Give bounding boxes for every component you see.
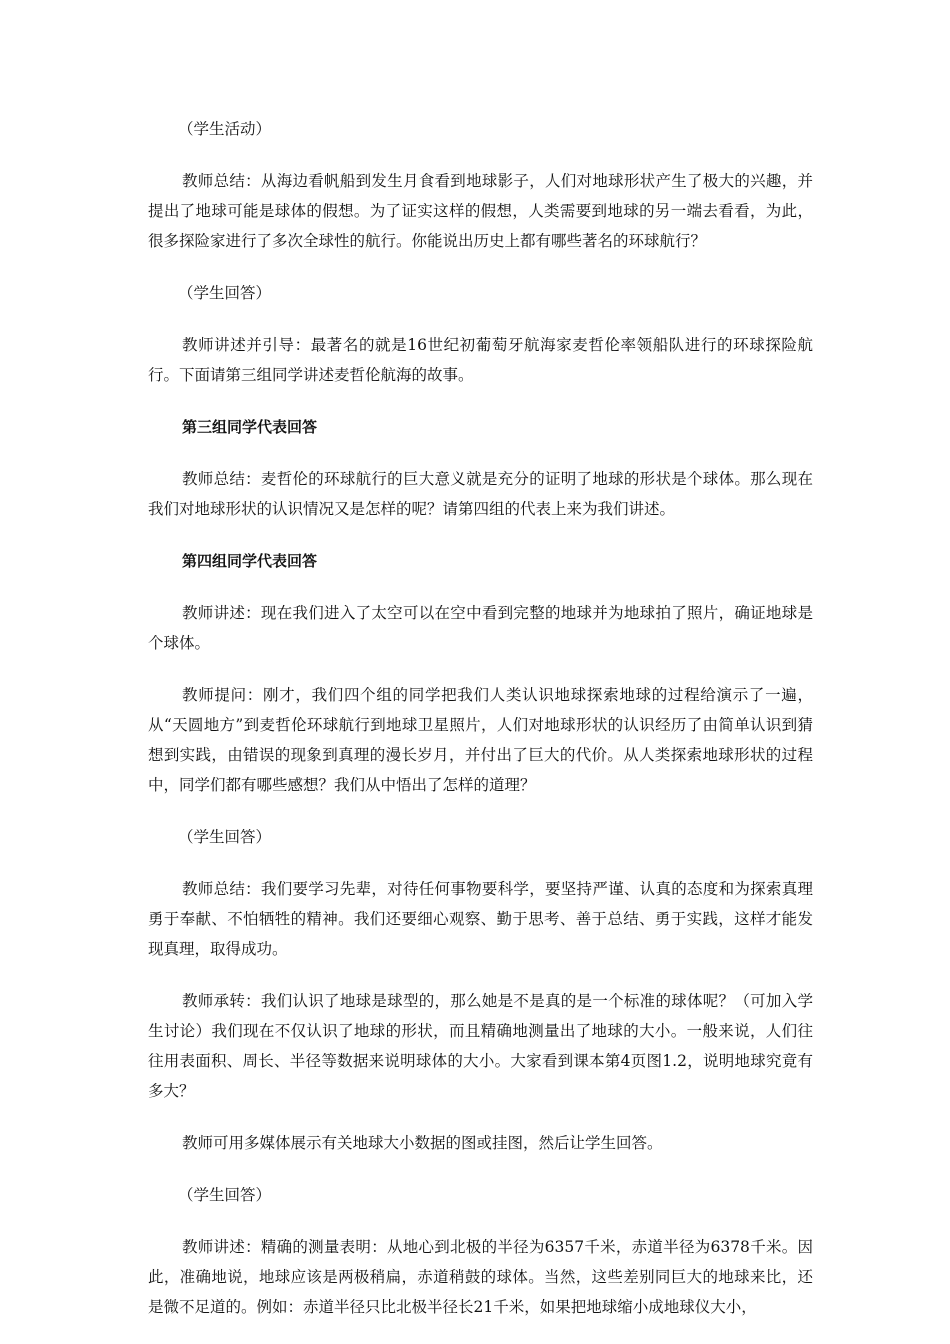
- paragraph: （学生回答）: [178, 828, 272, 846]
- paragraph: 教师讲述并引导：最著名的就是16世纪初葡萄牙航海家麦哲伦率领船队进行的环球探险航行。下面请第三组同学讲述麦哲伦航海的故事。: [148, 336, 813, 384]
- paragraph: （学生回答）: [178, 284, 272, 302]
- section-heading: 第四组同学代表回答: [182, 552, 318, 570]
- paragraph: 教师讲述：现在我们进入了太空可以在空中看到完整的地球并为地球拍了照片，确证地球是个球体。: [148, 604, 813, 652]
- paragraph: 教师总结：我们要学习先辈，对待任何事物要科学，要坚持严谨、认真的态度和为探索真理勇于奉献、不怕牺牲的精神。我们还要细心观察、勤于思考、善于总结、勇于实践，这样才能发现真理，取得成功。: [148, 880, 813, 958]
- section-heading: 第三组同学代表回答: [182, 418, 318, 436]
- paragraph: 教师可用多媒体展示有关地球大小数据的图或挂图，然后让学生回答。: [182, 1134, 663, 1152]
- paragraph: 教师承转：我们认识了地球是球型的，那么她是不是真的是一个标准的球体呢？（可加入学生讨论）我们现在不仅认识了地球的形状，而且精确地测量出了地球的大小。一般来说，人们往往用表面积、周长、半径等数据来说明球体的大小。大家看到课本第4页图1.2，说明地球究竟有多大？: [148, 992, 813, 1100]
- paragraph: 教师提问：刚才，我们四个组的同学把我们人类认识地球探索地球的过程给演示了一遍，从“天圆地方”到麦哲伦环球航行到地球卫星照片，人们对地球形状的认识经历了由简单认识到猜想到实践，由错误的现象到真理的漫长岁月，并付出了巨大的代价。从人类探索地球形状的过程中，同学们都有哪些感想？我们从中悟出了怎样的道理？: [148, 686, 813, 794]
- paragraph: （学生回答）: [178, 1186, 272, 1204]
- paragraph: （学生活动）: [178, 120, 272, 138]
- paragraph: 教师总结：从海边看帆船到发生月食看到地球影子，人们对地球形状产生了极大的兴趣，并提出了地球可能是球体的假想。为了证实这样的假想，人类需要到地球的另一端去看看，为此，很多探险家进行了多次全球性的航行。你能说出历史上都有哪些著名的环球航行？: [148, 172, 813, 250]
- paragraph: 教师讲述：精确的测量表明：从地心到北极的半径为6357千米，赤道半径为6378千米。因此，准确地说，地球应该是两极稍扁，赤道稍鼓的球体。当然，这些差别同巨大的地球来比，还是微不足道的。例如：赤道半径只比北极半径长21千米，如果把地球缩小成地球仪大小，: [148, 1238, 813, 1316]
- paragraph: 教师总结：麦哲伦的环球航行的巨大意义就是充分的证明了地球的形状是个球体。那么现在我们对地球形状的认识情况又是怎样的呢？请第四组的代表上来为我们讲述。: [148, 470, 813, 518]
- document-body: [148, 114, 813, 1344]
